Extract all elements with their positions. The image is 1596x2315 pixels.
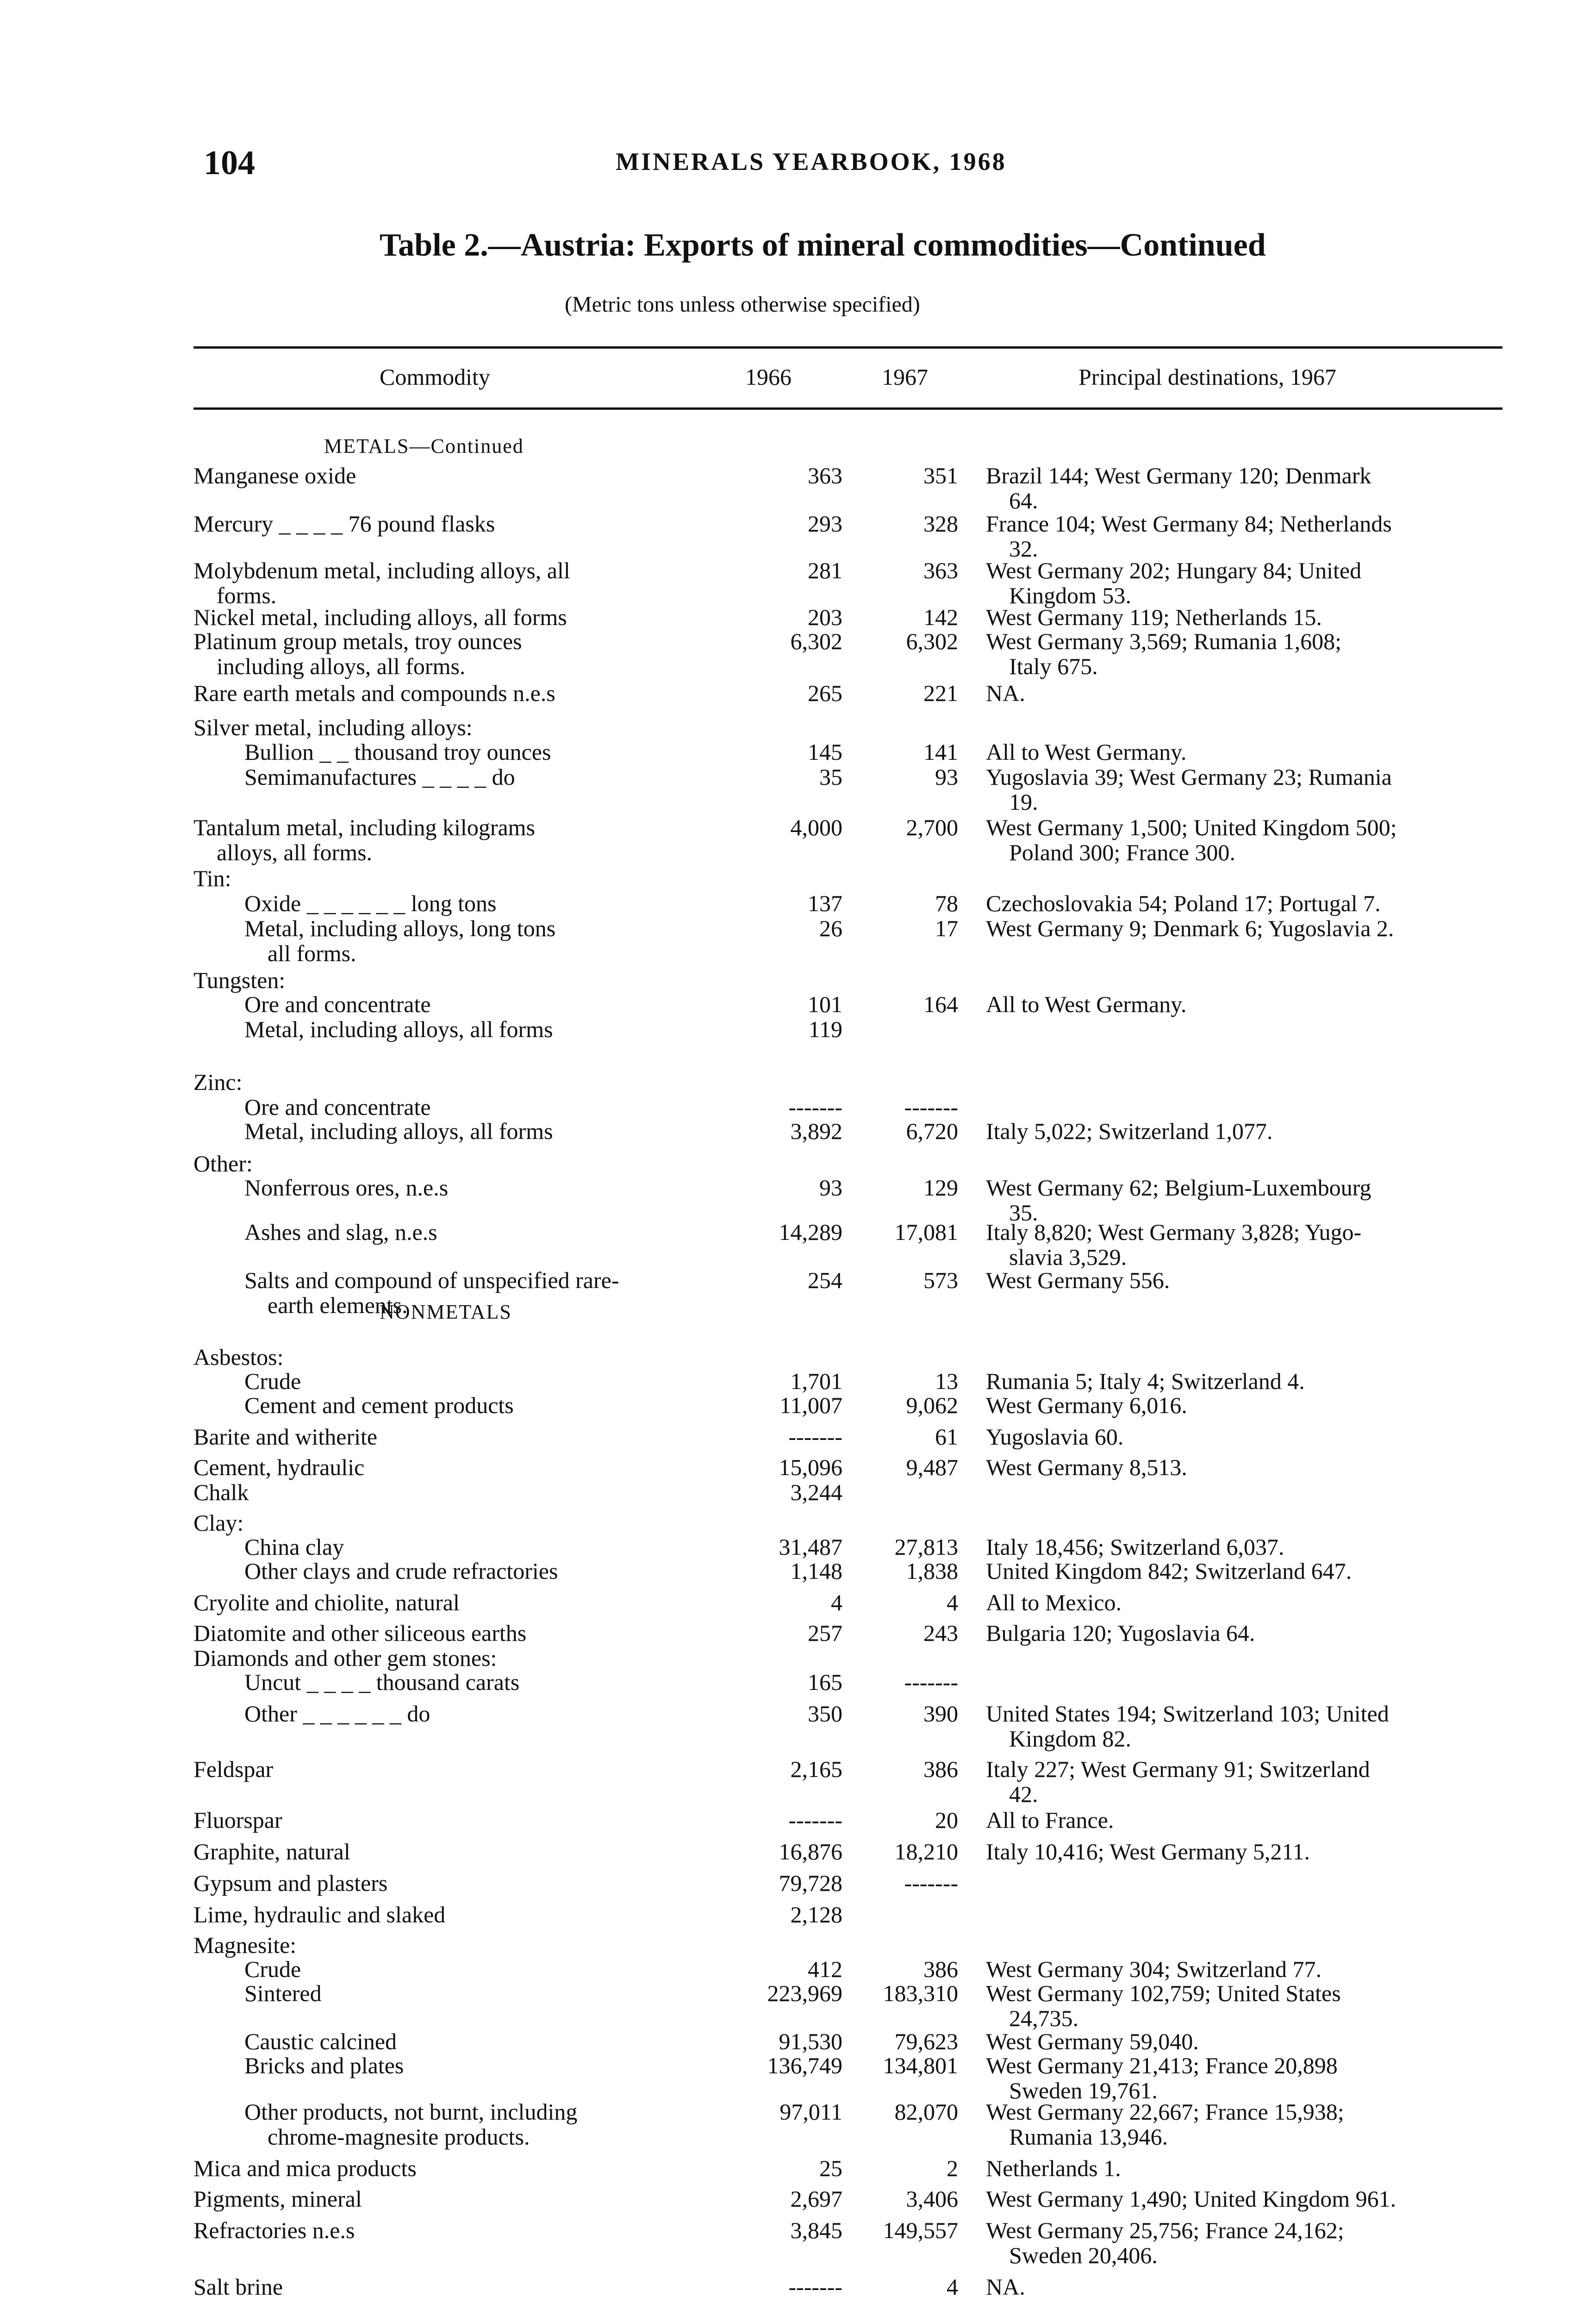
value-1967: 9,062	[906, 1392, 958, 1418]
commodity-cell	[193, 866, 721, 891]
commodity-text: Uncut _ _ _ _ thousand carats	[244, 1669, 520, 1695]
value-1967: 78	[935, 890, 958, 916]
value-1966: 101	[808, 991, 842, 1017]
destinations-cell	[986, 2099, 1504, 2149]
commodity-cell	[193, 1095, 721, 1120]
value-1966: -------	[788, 2274, 842, 2300]
commodity-cell	[193, 1369, 721, 1394]
commodity-cell	[193, 968, 721, 993]
commodity-text: Cement, hydraulic	[193, 1454, 365, 1480]
commodity-text: Salt brine	[193, 2274, 283, 2300]
destinations-cell	[986, 1757, 1504, 1807]
commodity-text: Mica and mica products	[193, 2155, 417, 2181]
value-1967: 4	[947, 2274, 958, 2300]
destinations-cell	[986, 992, 1504, 1017]
commodity-cell	[193, 1933, 721, 1958]
commodity-text: Rare earth metals and compounds n.e.s	[193, 680, 555, 706]
destination-text: Poland 300; France 300.	[1009, 839, 1235, 865]
commodity-text: Asbestos:	[193, 1344, 284, 1370]
destination-text: Yugoslavia 39; West Germany 23; Rumania	[986, 764, 1392, 790]
commodity-cell	[193, 1175, 721, 1200]
value-1966: 31,487	[779, 1534, 842, 1560]
commodity-text: Lime, hydraulic and slaked	[193, 1902, 446, 1927]
value-1966: 15,096	[779, 1454, 842, 1480]
destination-text: 24,735.	[1009, 2005, 1079, 2031]
value-1966: 16,876	[779, 1839, 842, 1865]
commodity-text: Oxide _ _ _ _ _ _ long tons	[244, 890, 497, 916]
commodity-cell	[193, 2156, 721, 2181]
destination-text: All to West Germany.	[986, 739, 1187, 765]
commodity-text: China clay	[244, 1534, 344, 1560]
commodity-text: Nonferrous ores, n.e.s	[244, 1175, 449, 1201]
destination-text: Sweden 20,406.	[1009, 2242, 1158, 2268]
commodity-text: Crude	[244, 1956, 301, 1982]
destination-text: Sweden 19,761.	[1009, 2077, 1158, 2103]
destination-text: Kingdom 53.	[1009, 582, 1131, 608]
commodity-cell	[193, 1070, 721, 1095]
value-1967: 386	[923, 1756, 958, 1782]
destination-text: Czechoslovakia 54; Poland 17; Portugal 7.	[986, 890, 1381, 916]
commodity-cell	[193, 629, 721, 679]
value-1967: 129	[923, 1175, 958, 1201]
value-1967: 390	[923, 1701, 958, 1727]
section-label-nonmetals: NONMETALS	[380, 1301, 512, 1323]
commodity-cell	[193, 1957, 721, 1982]
destination-text: NA.	[986, 680, 1025, 706]
value-1966: 14,289	[779, 1219, 842, 1245]
destinations-cell	[986, 1620, 1504, 1646]
commodity-text: Cement and cement products	[244, 1392, 514, 1418]
value-1967: 363	[923, 557, 958, 583]
commodity-cell	[193, 1808, 721, 1833]
destination-text: Netherlands 1.	[986, 2155, 1121, 2181]
value-1966: 2,165	[790, 1756, 842, 1782]
commodity-text: Other products, not burnt, including	[244, 2099, 578, 2125]
commodity-cell	[193, 1393, 721, 1418]
commodity-cell	[193, 739, 721, 764]
destinations-cell	[986, 1175, 1504, 1225]
destination-text: West Germany 21,413; France 20,898	[986, 2052, 1338, 2078]
commodity-text: Manganese oxide	[193, 463, 356, 488]
commodity-text: Salts and compound of unspecified rare-	[244, 1267, 619, 1293]
commodity-text: Tin:	[193, 865, 231, 891]
commodity-text: Molybdenum metal, including alloys, all	[193, 557, 570, 583]
commodity-text: Zinc:	[193, 1069, 243, 1095]
header-bottom-rule	[193, 407, 1502, 410]
destination-text: 19.	[1009, 789, 1038, 815]
commodity-cell	[193, 1620, 721, 1646]
commodity-text: Metal, including alloys, all forms	[244, 1118, 553, 1144]
commodity-cell	[193, 1670, 721, 1695]
destination-text: slavia 3,529.	[1009, 1244, 1127, 1270]
commodity-text: Semimanufactures _ _ _ _ do	[244, 764, 515, 790]
value-1967: 61	[935, 1424, 958, 1450]
destinations-cell	[986, 916, 1504, 941]
value-1966: 293	[808, 511, 842, 537]
destinations-cell	[986, 2274, 1504, 2299]
commodity-cell	[193, 891, 721, 916]
commodity-cell	[193, 1268, 721, 1318]
commodity-text: Tungsten:	[193, 967, 286, 993]
commodity-text: earth elements.	[268, 1292, 408, 1318]
commodity-text: Ashes and slag, n.e.s	[244, 1219, 437, 1245]
commodity-text: Metal, including alloys, long tons	[244, 915, 556, 941]
value-1967: 573	[923, 1267, 958, 1293]
value-1966: 1,701	[790, 1368, 842, 1394]
commodity-text: Other:	[193, 1151, 253, 1176]
value-1967: 79,623	[894, 2028, 958, 2054]
value-1966: 2,128	[790, 1902, 842, 1927]
value-1966: 26	[819, 915, 842, 941]
commodity-text: Ore and concentrate	[244, 991, 431, 1017]
value-1966: 4	[831, 1589, 842, 1615]
destination-text: Italy 8,820; West Germany 3,828; Yugo-	[986, 1219, 1362, 1245]
destination-text: Italy 227; West Germany 91; Switzerland	[986, 1756, 1370, 1782]
destination-text: West Germany 202; Hungary 84; United	[986, 557, 1362, 583]
commodity-text: Tantalum metal, including kilograms	[193, 814, 536, 840]
destinations-cell	[986, 1268, 1504, 1293]
value-1967: 9,487	[906, 1454, 958, 1480]
header-top-rule	[193, 346, 1502, 349]
commodity-cell	[193, 1151, 721, 1176]
value-1967: 3,406	[906, 2186, 958, 2212]
commodity-cell	[193, 605, 721, 630]
commodity-cell	[193, 715, 721, 740]
value-1967: 17	[935, 915, 958, 941]
commodity-text: Ore and concentrate	[244, 1094, 431, 1120]
commodity-cell	[193, 1590, 721, 1615]
destinations-cell	[986, 681, 1504, 706]
destination-text: 32.	[1009, 536, 1038, 562]
destinations-cell	[986, 1981, 1504, 2031]
value-1966: 203	[808, 604, 842, 630]
destinations-cell	[986, 1220, 1504, 1270]
destination-text: All to France.	[986, 1807, 1114, 1833]
value-1967: 142	[923, 604, 958, 630]
value-1966: 223,969	[767, 1980, 842, 2006]
destination-text: Yugoslavia 60.	[986, 1424, 1124, 1450]
commodity-text: all forms.	[268, 940, 356, 966]
commodity-text: Graphite, natural	[193, 1839, 350, 1865]
destinations-cell	[986, 2156, 1504, 2181]
value-1967: 20	[935, 1807, 958, 1833]
value-1966: 35	[819, 764, 842, 790]
commodity-text: Metal, including alloys, all forms	[244, 1016, 553, 1042]
value-1966: -------	[788, 1094, 842, 1120]
destination-text: 35.	[1009, 1200, 1038, 1226]
commodity-cell	[193, 764, 721, 789]
value-1966: 91,530	[779, 2028, 842, 2054]
commodity-cell	[193, 1424, 721, 1449]
section-label-metals: METALS—Continued	[324, 435, 524, 457]
value-1967: 328	[923, 511, 958, 537]
column-header-1966: 1966	[745, 364, 792, 390]
commodity-cell	[193, 1558, 721, 1583]
table-subtitle: (Metric tons unless otherwise specified)	[565, 292, 920, 317]
commodity-text: Caustic calcined	[244, 2028, 397, 2054]
destinations-cell	[986, 1808, 1504, 1833]
running-title: MINERALS YEARBOOK, 1968	[616, 148, 1007, 175]
value-1966: 119	[808, 1016, 842, 1042]
commodity-cell	[193, 1701, 721, 1726]
commodity-cell	[193, 1480, 721, 1505]
destination-text: 42.	[1009, 1781, 1038, 1807]
value-1966: 3,892	[790, 1118, 842, 1144]
value-1966: 257	[808, 1620, 842, 1646]
commodity-cell	[193, 1119, 721, 1144]
destination-text: West Germany 59,040.	[986, 2028, 1199, 2054]
destinations-cell	[986, 629, 1504, 679]
destinations-cell	[986, 1424, 1504, 1449]
value-1967: 141	[923, 739, 958, 765]
destination-text: West Germany 102,759; United States	[986, 1980, 1341, 2006]
commodity-cell	[193, 2274, 721, 2299]
destination-text: Italy 5,022; Switzerland 1,077.	[986, 1118, 1273, 1144]
destination-text: France 104; West Germany 84; Netherlands	[986, 511, 1392, 537]
destination-text: United States 194; Switzerland 103; United	[986, 1701, 1389, 1727]
destination-text: Italy 18,456; Switzerland 6,037.	[986, 1534, 1284, 1560]
commodity-cell	[193, 1510, 721, 1535]
value-1967: 93	[935, 764, 958, 790]
destinations-cell	[986, 2218, 1504, 2268]
commodity-cell	[193, 2186, 721, 2211]
value-1966: 412	[808, 1956, 842, 1982]
value-1966: 3,845	[790, 2217, 842, 2243]
page-number: 104	[204, 144, 255, 182]
table-title: Table 2.—Austria: Exports of mineral commodities—Continued	[380, 227, 1266, 263]
commodity-cell	[193, 463, 721, 488]
destination-text: Rumania 5; Italy 4; Switzerland 4.	[986, 1368, 1305, 1394]
destinations-cell	[986, 1558, 1504, 1583]
value-1967: 134,801	[883, 2052, 958, 2078]
commodity-text: Barite and witherite	[193, 1424, 378, 1450]
value-1966: -------	[788, 1807, 842, 1833]
destination-text: West Germany 62; Belgium-Luxembourg	[986, 1175, 1372, 1201]
destination-text: West Germany 1,490; United Kingdom 961.	[986, 2186, 1396, 2212]
commodity-text: forms.	[217, 582, 277, 608]
destination-text: West Germany 3,569; Rumania 1,608;	[986, 628, 1342, 654]
value-1966: 350	[808, 1701, 842, 1727]
destination-text: West Germany 22,667; France 15,938;	[986, 2099, 1344, 2125]
commodity-cell	[193, 1646, 721, 1671]
commodity-cell	[193, 1871, 721, 1896]
column-header-destinations: Principal destinations, 1967	[1079, 364, 1336, 390]
value-1966: 136,749	[767, 2052, 842, 2078]
destinations-cell	[986, 511, 1504, 561]
value-1966: 145	[808, 739, 842, 765]
commodity-text: chrome-magnesite products.	[268, 2124, 530, 2150]
destination-text: West Germany 6,016.	[986, 1392, 1187, 1418]
destinations-cell	[986, 1701, 1504, 1751]
value-1966: 281	[808, 557, 842, 583]
destinations-cell	[986, 1393, 1504, 1418]
commodity-cell	[193, 1534, 721, 1559]
commodity-text: alloys, all forms.	[217, 839, 373, 865]
commodity-text: Diatomite and other siliceous earths	[193, 1620, 527, 1646]
value-1966: 79,728	[779, 1870, 842, 1896]
destinations-cell	[986, 1590, 1504, 1615]
destination-text: All to Mexico.	[986, 1589, 1122, 1615]
destination-text: Brazil 144; West Germany 120; Denmark	[986, 463, 1372, 488]
destinations-cell	[986, 891, 1504, 916]
value-1966: -------	[788, 1424, 842, 1450]
commodity-cell	[193, 1902, 721, 1927]
destination-text: West Germany 304; Switzerland 77.	[986, 1956, 1322, 1982]
destination-text: All to West Germany.	[986, 991, 1187, 1017]
commodity-text: Diamonds and other gem stones:	[193, 1645, 497, 1671]
commodity-cell	[193, 681, 721, 706]
destinations-cell	[986, 2029, 1504, 2054]
commodity-text: Crude	[244, 1368, 301, 1394]
destination-text: United Kingdom 842; Switzerland 647.	[986, 1558, 1352, 1584]
value-1967: 13	[935, 1368, 958, 1394]
value-1967: 386	[923, 1956, 958, 1982]
value-1966: 4,000	[790, 814, 842, 840]
commodity-cell	[193, 558, 721, 608]
commodity-text: Other clays and crude refractories	[244, 1558, 558, 1584]
commodity-text: Cryolite and chiolite, natural	[193, 1589, 460, 1615]
value-1967: 2	[947, 2155, 958, 2181]
value-1966: 1,148	[790, 1558, 842, 1584]
value-1966: 137	[808, 890, 842, 916]
column-header-1967: 1967	[882, 364, 928, 390]
destinations-cell	[986, 2186, 1504, 2211]
destination-text: Kingdom 82.	[1009, 1726, 1131, 1752]
commodity-text: Bullion _ _ thousand troy ounces	[244, 739, 551, 765]
commodity-cell	[193, 1017, 721, 1042]
destinations-cell	[986, 764, 1504, 814]
destinations-cell	[986, 1119, 1504, 1144]
destinations-cell	[986, 739, 1504, 764]
value-1967: 149,557	[883, 2217, 958, 2243]
destination-text: Rumania 13,946.	[1009, 2124, 1168, 2150]
destinations-cell	[986, 1455, 1504, 1480]
value-1967: 82,070	[894, 2099, 958, 2125]
commodity-cell	[193, 1757, 721, 1782]
commodity-cell	[193, 1220, 721, 1245]
commodity-text: Feldspar	[193, 1756, 274, 1782]
commodity-cell	[193, 2029, 721, 2054]
commodity-cell	[193, 1455, 721, 1480]
destinations-cell	[986, 1957, 1504, 1982]
commodity-text: Gypsum and plasters	[193, 1870, 388, 1896]
commodity-text: Sintered	[244, 1980, 322, 2006]
value-1967: 4	[947, 1589, 958, 1615]
destinations-cell	[986, 558, 1504, 608]
commodity-text: Pigments, mineral	[193, 2186, 362, 2212]
commodity-text: Other _ _ _ _ _ _ do	[244, 1701, 430, 1727]
value-1966: 11,007	[779, 1392, 842, 1418]
value-1966: 254	[808, 1267, 842, 1293]
value-1967: 6,720	[906, 1118, 958, 1144]
destinations-cell	[986, 1369, 1504, 1394]
value-1966: 2,697	[790, 2186, 842, 2212]
destinations-cell	[986, 2053, 1504, 2103]
value-1966: 265	[808, 680, 842, 706]
destination-text: Italy 675.	[1009, 653, 1098, 679]
value-1966: 363	[808, 463, 842, 488]
destination-text: West Germany 1,500; United Kingdom 500;	[986, 814, 1397, 840]
commodity-text: Clay:	[193, 1510, 244, 1536]
value-1966: 165	[808, 1669, 842, 1695]
commodity-text: Fluorspar	[193, 1807, 282, 1833]
destinations-cell	[986, 815, 1504, 865]
commodity-cell	[193, 2218, 721, 2243]
destination-text: Italy 10,416; West Germany 5,211.	[986, 1839, 1310, 1865]
commodity-text: Magnesite:	[193, 1932, 297, 1958]
value-1966: 6,302	[790, 628, 842, 654]
value-1967: 164	[923, 991, 958, 1017]
destinations-cell	[986, 1839, 1504, 1864]
destination-text: West Germany 556.	[986, 1267, 1170, 1293]
value-1967: 2,700	[906, 814, 958, 840]
value-1967: -------	[904, 1870, 958, 1896]
destination-text: West Germany 25,756; France 24,162;	[986, 2217, 1344, 2243]
value-1967: 1,838	[906, 1558, 958, 1584]
commodity-cell	[193, 2099, 721, 2149]
commodity-text: Platinum group metals, troy ounces	[193, 628, 522, 654]
commodity-cell	[193, 511, 721, 536]
commodity-text: Silver metal, including alloys:	[193, 714, 473, 740]
column-header-commodity: Commodity	[380, 364, 490, 390]
value-1966: 25	[819, 2155, 842, 2181]
commodity-cell	[193, 916, 721, 966]
destination-text: West Germany 8,513.	[986, 1454, 1187, 1480]
value-1967: 351	[923, 463, 958, 488]
commodity-cell	[193, 1839, 721, 1864]
commodity-text: Refractories n.e.s	[193, 2217, 355, 2243]
commodity-text: Mercury _ _ _ _ 76 pound flasks	[193, 511, 495, 537]
destinations-cell	[986, 605, 1504, 630]
destinations-cell	[986, 1534, 1504, 1559]
value-1966: 3,244	[790, 1479, 842, 1505]
value-1967: 17,081	[894, 1219, 958, 1245]
value-1967: -------	[904, 1669, 958, 1695]
value-1967: 27,813	[894, 1534, 958, 1560]
destination-text: NA.	[986, 2274, 1025, 2300]
commodity-cell	[193, 815, 721, 865]
destination-text: West Germany 119; Netherlands 15.	[986, 604, 1322, 630]
value-1967: 6,302	[906, 628, 958, 654]
commodity-cell	[193, 1981, 721, 2006]
commodity-text: Nickel metal, including alloys, all forms	[193, 604, 567, 630]
commodity-cell	[193, 1345, 721, 1370]
commodity-text: Chalk	[193, 1479, 249, 1505]
value-1967: 18,210	[894, 1839, 958, 1865]
destination-text: West Germany 9; Denmark 6; Yugoslavia 2.	[986, 915, 1394, 941]
value-1967: 243	[923, 1620, 958, 1646]
value-1967: 183,310	[883, 1980, 958, 2006]
commodity-text: Bricks and plates	[244, 2052, 404, 2078]
commodity-text: including alloys, all forms.	[217, 653, 466, 679]
commodity-cell	[193, 2053, 721, 2078]
commodity-cell	[193, 992, 721, 1017]
destination-text: Bulgaria 120; Yugoslavia 64.	[986, 1620, 1255, 1646]
destinations-cell	[986, 463, 1504, 513]
value-1967: -------	[904, 1094, 958, 1120]
value-1966: 93	[819, 1175, 842, 1201]
destination-text: 64.	[1009, 488, 1038, 513]
value-1967: 221	[923, 680, 958, 706]
value-1966: 97,011	[779, 2099, 842, 2125]
